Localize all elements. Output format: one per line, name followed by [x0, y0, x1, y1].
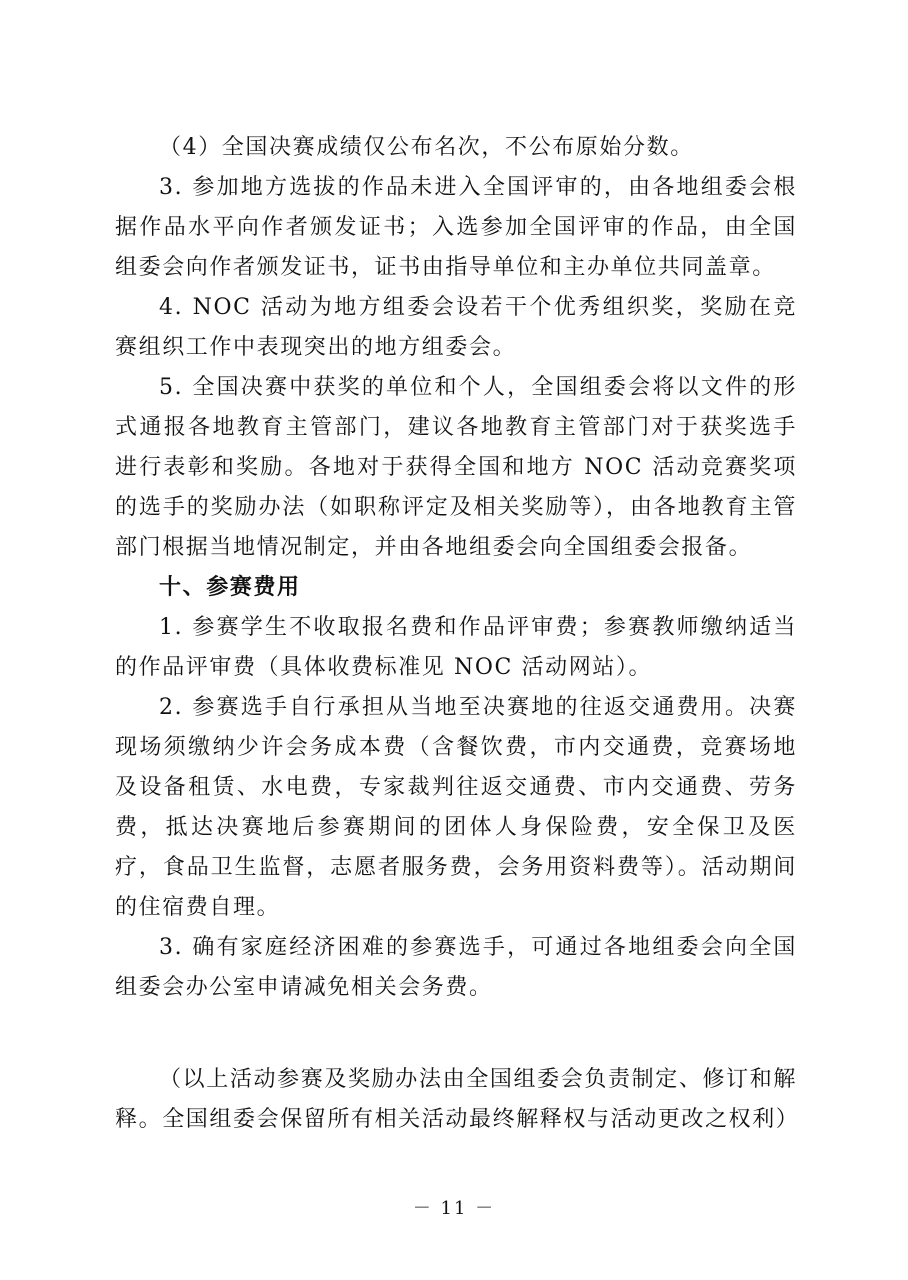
section-heading-fees: 十、参赛费用	[159, 575, 301, 600]
page-number: － 11 －	[412, 1198, 496, 1219]
paragraph-final-scores: （4）全国决赛成绩仅公布名次，不公布原始分数。	[159, 135, 694, 160]
document-body	[115, 128, 800, 1140]
paragraph-registration-fees: 1. 参赛学生不收取报名费和作品评审费；参赛教师缴纳适当的作品评审费（具体收费标准见 NOC 活动网站）。	[115, 615, 797, 680]
paragraph-certificates: 3. 参加地方选拔的作品未进入全国评审的，由各地组委会根据作品水平向作者颁发证书；入选参加全国评审的作品，由全国组委会向作者颁发证书，证书由指导单位和主办单位共同盖章。	[115, 175, 797, 280]
closing-note: （以上活动参赛及奖励办法由全国组委会负责制定、修订和解释。全国组委会保留所有相关活动最终解释权与活动更改之权利）	[115, 1067, 800, 1132]
spacer	[115, 1008, 797, 1060]
paragraph-award-notification: 5. 全国决赛中获奖的单位和个人，全国组委会将以文件的形式通报各地教育主管部门，建议各地教育主管部门对于获奖选手进行表彰和奖励。各地对于获得全国和地方 NOC 活动竞赛奖项的选手的奖励办法（如职称评定及相关奖励等），由各地教育主管部门根据当地情况制定，并由各地组委会向全国组委会报备。	[115, 375, 797, 560]
paragraph-organization-award: 4. NOC 活动为地方组委会设若干个优秀组织奖，奖励在竞赛组织工作中表现突出的地方组委会。	[115, 295, 797, 360]
paragraph-fee-reduction: 3. 确有家庭经济困难的参赛选手，可通过各地组委会向全国组委会办公室申请减免相关会务费。	[115, 935, 797, 1000]
paragraph-travel-costs: 2. 参赛选手自行承担从当地至决赛地的往返交通费用。决赛现场须缴纳少许会务成本费（含餐饮费，市内交通费，竞赛场地及设备租赁、水电费，专家裁判往返交通费、市内交通费、劳务费，抵达决赛地后参赛期间的团体人身保险费，安全保卫及医疗，食品卫生监督，志愿者服务费，会务用资料费等）。活动期间的住宿费自理。	[115, 695, 797, 920]
